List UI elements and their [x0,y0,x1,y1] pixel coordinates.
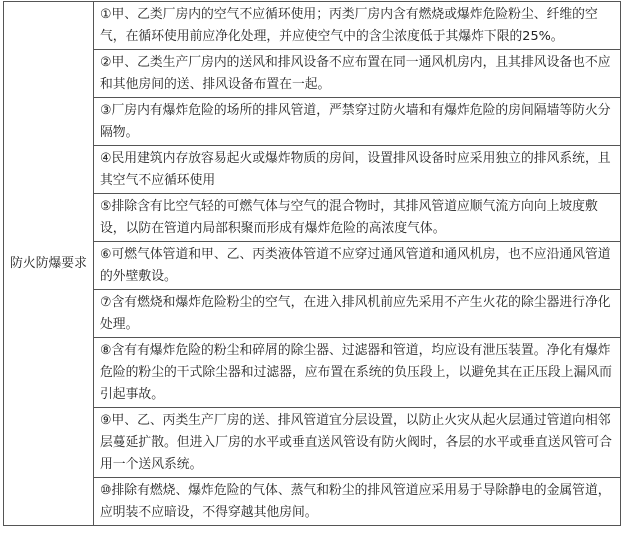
requirement-item: ⑤排除含有比空气轻的可燃气体与空气的混合物时，其排风管道应顺气流方向向上坡度敷设，以防在管道内局部积聚而形成有爆炸危险的高浓度气体。 [94,194,621,242]
table-row [4,2,621,50]
requirement-item: ⑧含有有爆炸危险的粉尘和碎屑的除尘器、过滤器和管道，均应设有泄压装置。净化有爆炸危险的粉尘的干式除尘器和过滤器，应布置在系统的负压段上，以避免其在正压段上漏风而引起事故。 [94,338,621,408]
table-row [4,50,621,98]
table-row [4,290,621,338]
table-row [4,146,621,194]
table-row [4,98,621,146]
requirement-item: ⑥可燃气体管道和甲、乙、丙类液体管道不应穿过通风管道和通风机房，也不应沿通风管道的外壁敷设。 [94,242,621,290]
table-row [4,338,621,408]
requirement-item: ④民用建筑内存放容易起火或爆炸物质的房间，设置排风设备时应采用独立的排风系统，且其空气不应循环使用 [94,146,621,194]
requirement-item: ②甲、乙类生产厂房内的送风和排风设备不应布置在同一通风机房内，且其排风设备也不应和其他房间的送、排风设备布置在一起。 [94,50,621,98]
requirement-item: ①甲、乙类厂房内的空气不应循环使用；丙类厂房内含有燃烧或爆炸危险粉尘、纤维的空气，在循环使用前应净化处理，并应使空气中的含尘浓度低于其爆炸下限的25%。 [94,2,621,50]
requirement-item: ⑨甲、乙、丙类生产厂房的送、排风管道宜分层设置，以防止火灾从起火层通过管道向相邻层蔓延扩散。但进入厂房的水平或垂直送风管设有防火阀时，各层的水平或垂直送风管可合用一个送风系统。 [94,408,621,478]
requirement-item: ⑦含有燃烧和爆炸危险粉尘的空气，在进入排风机前应先采用不产生火花的除尘器进行净化处理。 [94,290,621,338]
category-cell: 防火防爆要求 [4,2,94,526]
table-row [4,478,621,526]
table-row [4,408,621,478]
requirement-item: ③厂房内有爆炸危险的场所的排风管道，严禁穿过防火墙和有爆炸危险的房间隔墙等防火分隔物。 [94,98,621,146]
requirement-item: ⑩排除有燃烧、爆炸危险的气体、蒸气和粉尘的排风管道应采用易于导除静电的金属管道，应明装不应暗设，不得穿越其他房间。 [94,478,621,526]
fire-explosion-requirements-table [3,1,621,526]
table-row [4,194,621,242]
table-row [4,242,621,290]
